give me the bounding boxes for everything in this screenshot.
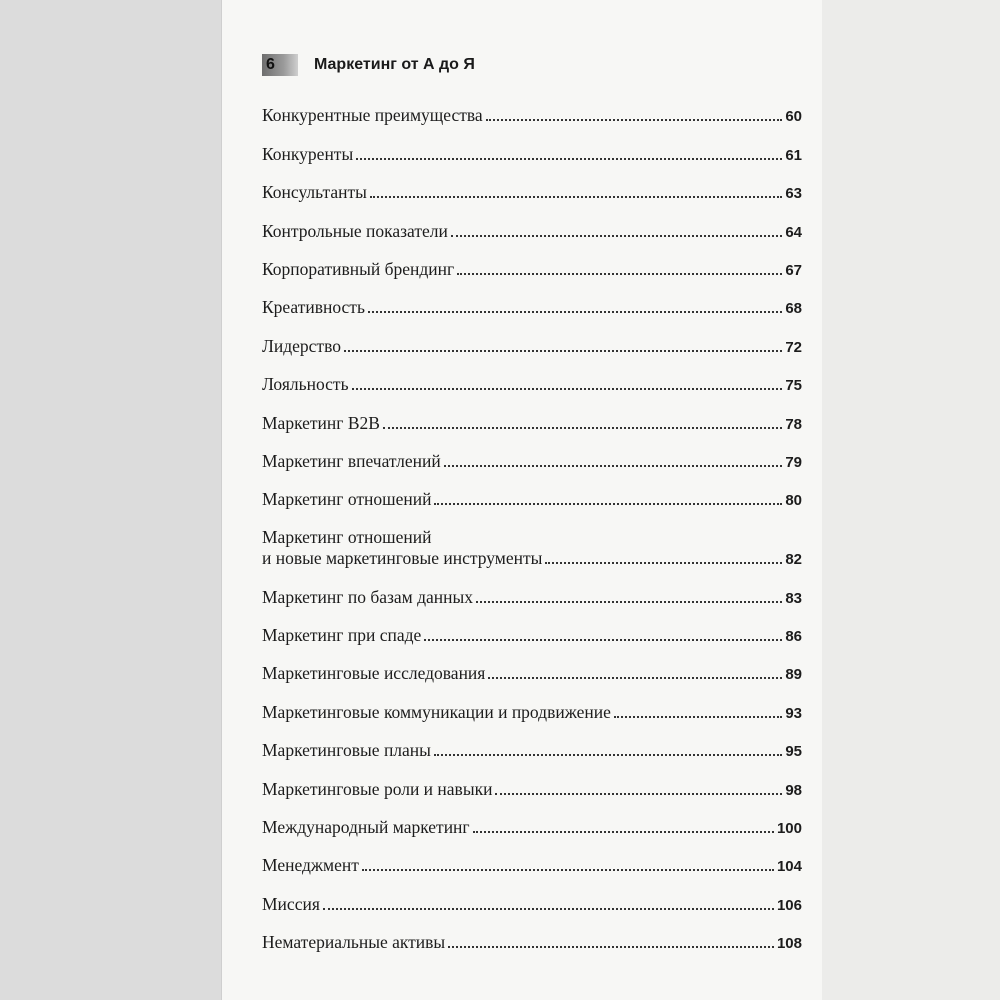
dot-leader xyxy=(457,273,782,275)
toc-entry-title: Маркетинг впечатлений xyxy=(262,450,441,471)
dot-leader xyxy=(451,235,782,237)
dot-leader xyxy=(370,196,782,198)
toc-entry-page: 80 xyxy=(785,492,802,510)
dot-leader xyxy=(323,908,774,910)
toc-entry-page: 93 xyxy=(785,704,802,722)
dot-leader xyxy=(614,716,782,718)
toc-entry-title: Маркетинг при спаде xyxy=(262,625,422,646)
toc-entry-title: Маркетинг B2B xyxy=(262,412,380,433)
toc-entry xyxy=(262,130,802,168)
toc-entry-title: Лидерство xyxy=(262,335,341,356)
toc-entry-page: 89 xyxy=(785,666,802,684)
toc-entry-title: Контрольные показатели xyxy=(262,220,448,241)
toc-entry xyxy=(262,573,802,611)
toc-entry-page: 98 xyxy=(785,781,802,799)
toc-entry-page: 104 xyxy=(776,858,802,876)
toc-entry-title: Лояльность xyxy=(262,374,349,395)
dot-leader xyxy=(352,388,783,390)
toc-entry-title: Маркетинговые исследования xyxy=(262,663,486,684)
dot-leader xyxy=(362,869,774,871)
toc-entry-title: Креативность xyxy=(262,297,365,318)
toc-entry-title: Конкурентные преимущества xyxy=(262,105,483,126)
toc-entry-page: 68 xyxy=(785,300,802,318)
toc-entry-page: 83 xyxy=(785,589,802,607)
toc-entry xyxy=(262,476,802,514)
toc-entry xyxy=(262,246,802,284)
toc-entry xyxy=(262,361,802,399)
toc-entry-page: 75 xyxy=(785,377,802,395)
dot-leader xyxy=(473,831,774,833)
toc-entry-title: Менеджмент xyxy=(262,855,359,876)
toc-entry-title: Маркетинговые роли и навыки xyxy=(262,778,493,799)
toc-entry xyxy=(262,207,802,245)
toc-entry xyxy=(262,399,802,437)
dot-leader xyxy=(424,639,782,641)
dot-leader xyxy=(356,158,782,160)
toc-entry xyxy=(262,842,802,880)
toc-entry-title: Маркетинг отношений xyxy=(262,489,432,510)
toc-entry-page: 95 xyxy=(785,743,802,761)
book-title: Маркетинг от А до Я xyxy=(314,56,475,73)
toc-entry-title: Маркетинг отношений и новые маркетинговые инструменты xyxy=(262,527,543,569)
toc-entry-title: Маркетинговые планы xyxy=(262,740,431,761)
toc-entry xyxy=(262,514,802,573)
toc-entry xyxy=(262,804,802,842)
toc-entry-page: 64 xyxy=(785,223,802,241)
dot-leader xyxy=(383,427,782,429)
dot-leader xyxy=(495,793,782,795)
dot-leader xyxy=(434,754,782,756)
dot-leader xyxy=(488,677,782,679)
toc-entry-title: Миссия xyxy=(262,893,320,914)
toc-entry xyxy=(262,919,802,957)
dot-leader xyxy=(448,946,774,948)
dot-leader xyxy=(344,350,782,352)
toc-entry xyxy=(262,612,802,650)
table-of-contents xyxy=(262,92,802,957)
toc-entry-title: Корпоративный брендинг xyxy=(262,258,455,279)
toc-entry-page: 78 xyxy=(785,415,802,433)
toc-entry xyxy=(262,284,802,322)
toc-entry-title: Консультанты xyxy=(262,182,367,203)
toc-entry xyxy=(262,169,802,207)
toc-entry-page: 106 xyxy=(776,896,802,914)
toc-entry xyxy=(262,880,802,918)
toc-entry xyxy=(262,765,802,803)
toc-entry-page: 61 xyxy=(785,146,802,164)
toc-entry-title: Маркетинг по базам данных xyxy=(262,586,474,607)
dot-leader xyxy=(486,119,783,121)
toc-entry xyxy=(262,727,802,765)
dot-leader xyxy=(434,503,782,505)
toc-entry xyxy=(262,650,802,688)
toc-entry-title: Международный маркетинг xyxy=(262,817,470,838)
dot-leader xyxy=(444,465,783,467)
toc-entry-page: 86 xyxy=(785,628,802,646)
toc-entry-page: 108 xyxy=(776,935,802,953)
running-header xyxy=(262,52,475,78)
toc-entry-title: Конкуренты xyxy=(262,143,354,164)
toc-entry xyxy=(262,438,802,476)
dot-leader xyxy=(545,562,782,564)
toc-entry-page: 72 xyxy=(785,338,802,356)
page-margin xyxy=(822,0,1000,1000)
toc-entry-page: 82 xyxy=(785,551,802,569)
toc-entry-title: Нематериальные активы xyxy=(262,932,446,953)
toc-entry-page: 63 xyxy=(785,185,802,203)
toc-entry-page: 67 xyxy=(785,261,802,279)
dot-leader xyxy=(368,311,782,313)
toc-entry-title: Маркетинговые коммуникации и продвижение xyxy=(262,701,611,722)
page-number: 6 xyxy=(262,54,298,76)
dot-leader xyxy=(476,601,782,603)
toc-entry-page: 60 xyxy=(785,108,802,126)
toc-entry xyxy=(262,92,802,130)
toc-entry xyxy=(262,322,802,360)
toc-entry xyxy=(262,688,802,726)
toc-entry-page: 79 xyxy=(785,453,802,471)
toc-entry-page: 100 xyxy=(776,820,802,838)
